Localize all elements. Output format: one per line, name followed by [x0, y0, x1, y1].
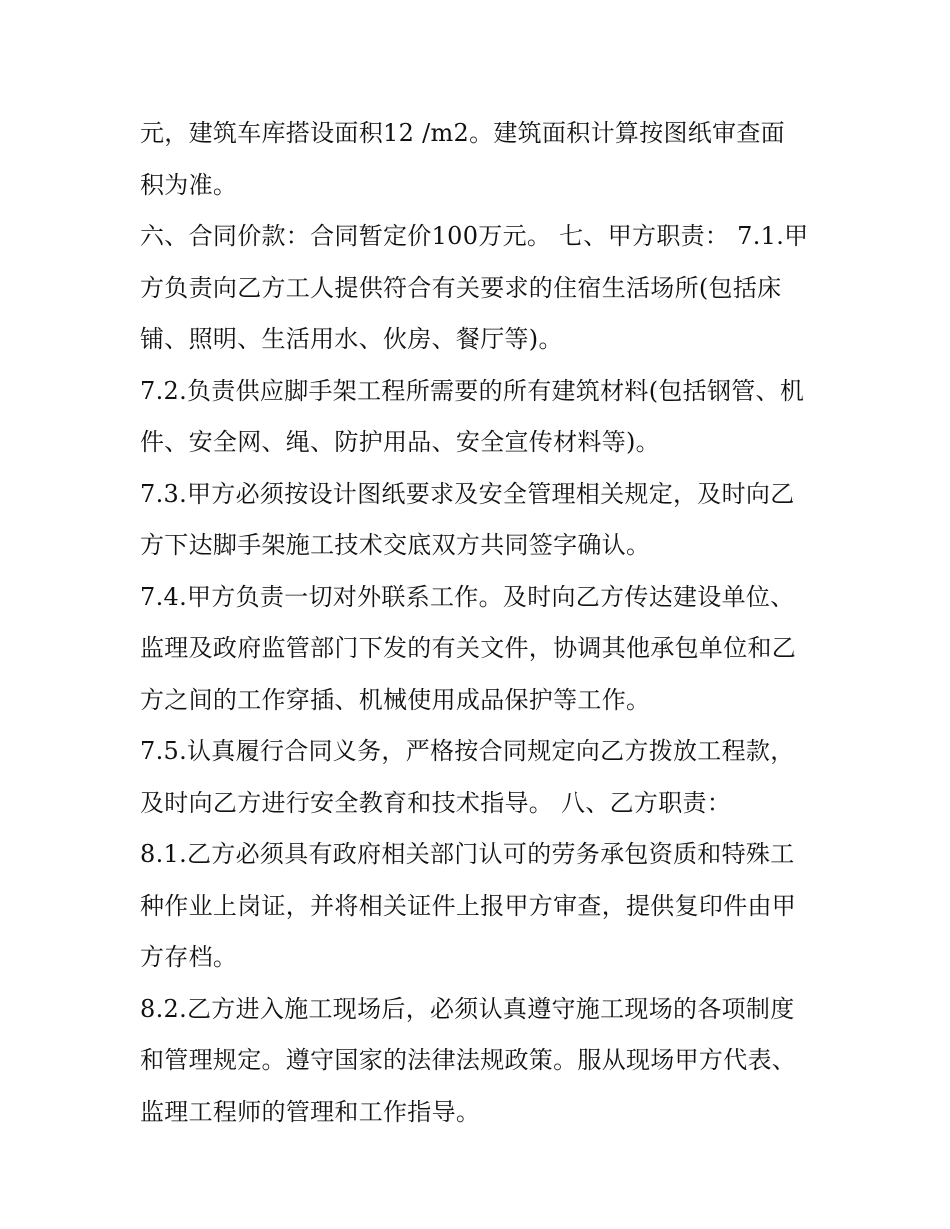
text-line: 方负责向乙方工人提供符合有关要求的住宿生活场所(包括床	[140, 273, 782, 302]
text-line: 积为准。	[140, 170, 238, 199]
text-line: 方存档。	[140, 943, 238, 971]
text-line: 和管理规定。遵守国家的法律法规政策。服从现场甲方代表、	[140, 1046, 797, 1074]
text-line: 7.5.认真履行合同义务，严格按合同规定向乙方拨放工程款，	[140, 737, 795, 765]
text-line: 件、安全网、绳、防护用品、安全宣传材料等)。	[140, 428, 660, 456]
text-line: 监理工程师的管理和工作指导。	[140, 1097, 481, 1126]
text-line: 及时向乙方进行安全教育和技术指导。 八、乙方职责：	[140, 788, 732, 817]
text-line: 7.2.负责供应脚手架工程所需要的所有建筑材料(包括钢管、机	[140, 376, 805, 405]
text-line: 六、合同价款：合同暂定价100万元。 七、甲方职责： 7.1.甲	[140, 222, 809, 250]
document-body	[140, 108, 820, 1138]
text-line: 方下达脚手架施工技术交底双方共同签字确认。	[140, 531, 651, 559]
text-line: 种作业上岗证，并将相关证件上报甲方审查，提供复印件由甲	[140, 891, 797, 920]
text-line: 7.4.甲方负责一切对外联系工作。及时向乙方传达建设单位、	[140, 582, 795, 611]
text-line: 8.2.乙方进入施工现场后，必须认真遵守施工现场的各项制度	[140, 994, 795, 1023]
text-line: 8.1.乙方必须具有政府相关部门认可的劳务承包资质和特殊工	[140, 840, 795, 868]
text-line: 监理及政府监管部门下发的有关文件，协调其他承包单位和乙	[140, 634, 797, 662]
text-line: 方之间的工作穿插、机械使用成品保护等工作。	[140, 685, 651, 714]
text-line: 铺、照明、生活用水、伙房、餐厅等)。	[140, 325, 563, 353]
text-line: 7.3.甲方必须按设计图纸要求及安全管理相关规定，及时向乙	[140, 479, 795, 508]
text-line: 元，建筑车库搭设面积12 /m2。建筑面积计算按图纸审查面	[140, 119, 785, 147]
